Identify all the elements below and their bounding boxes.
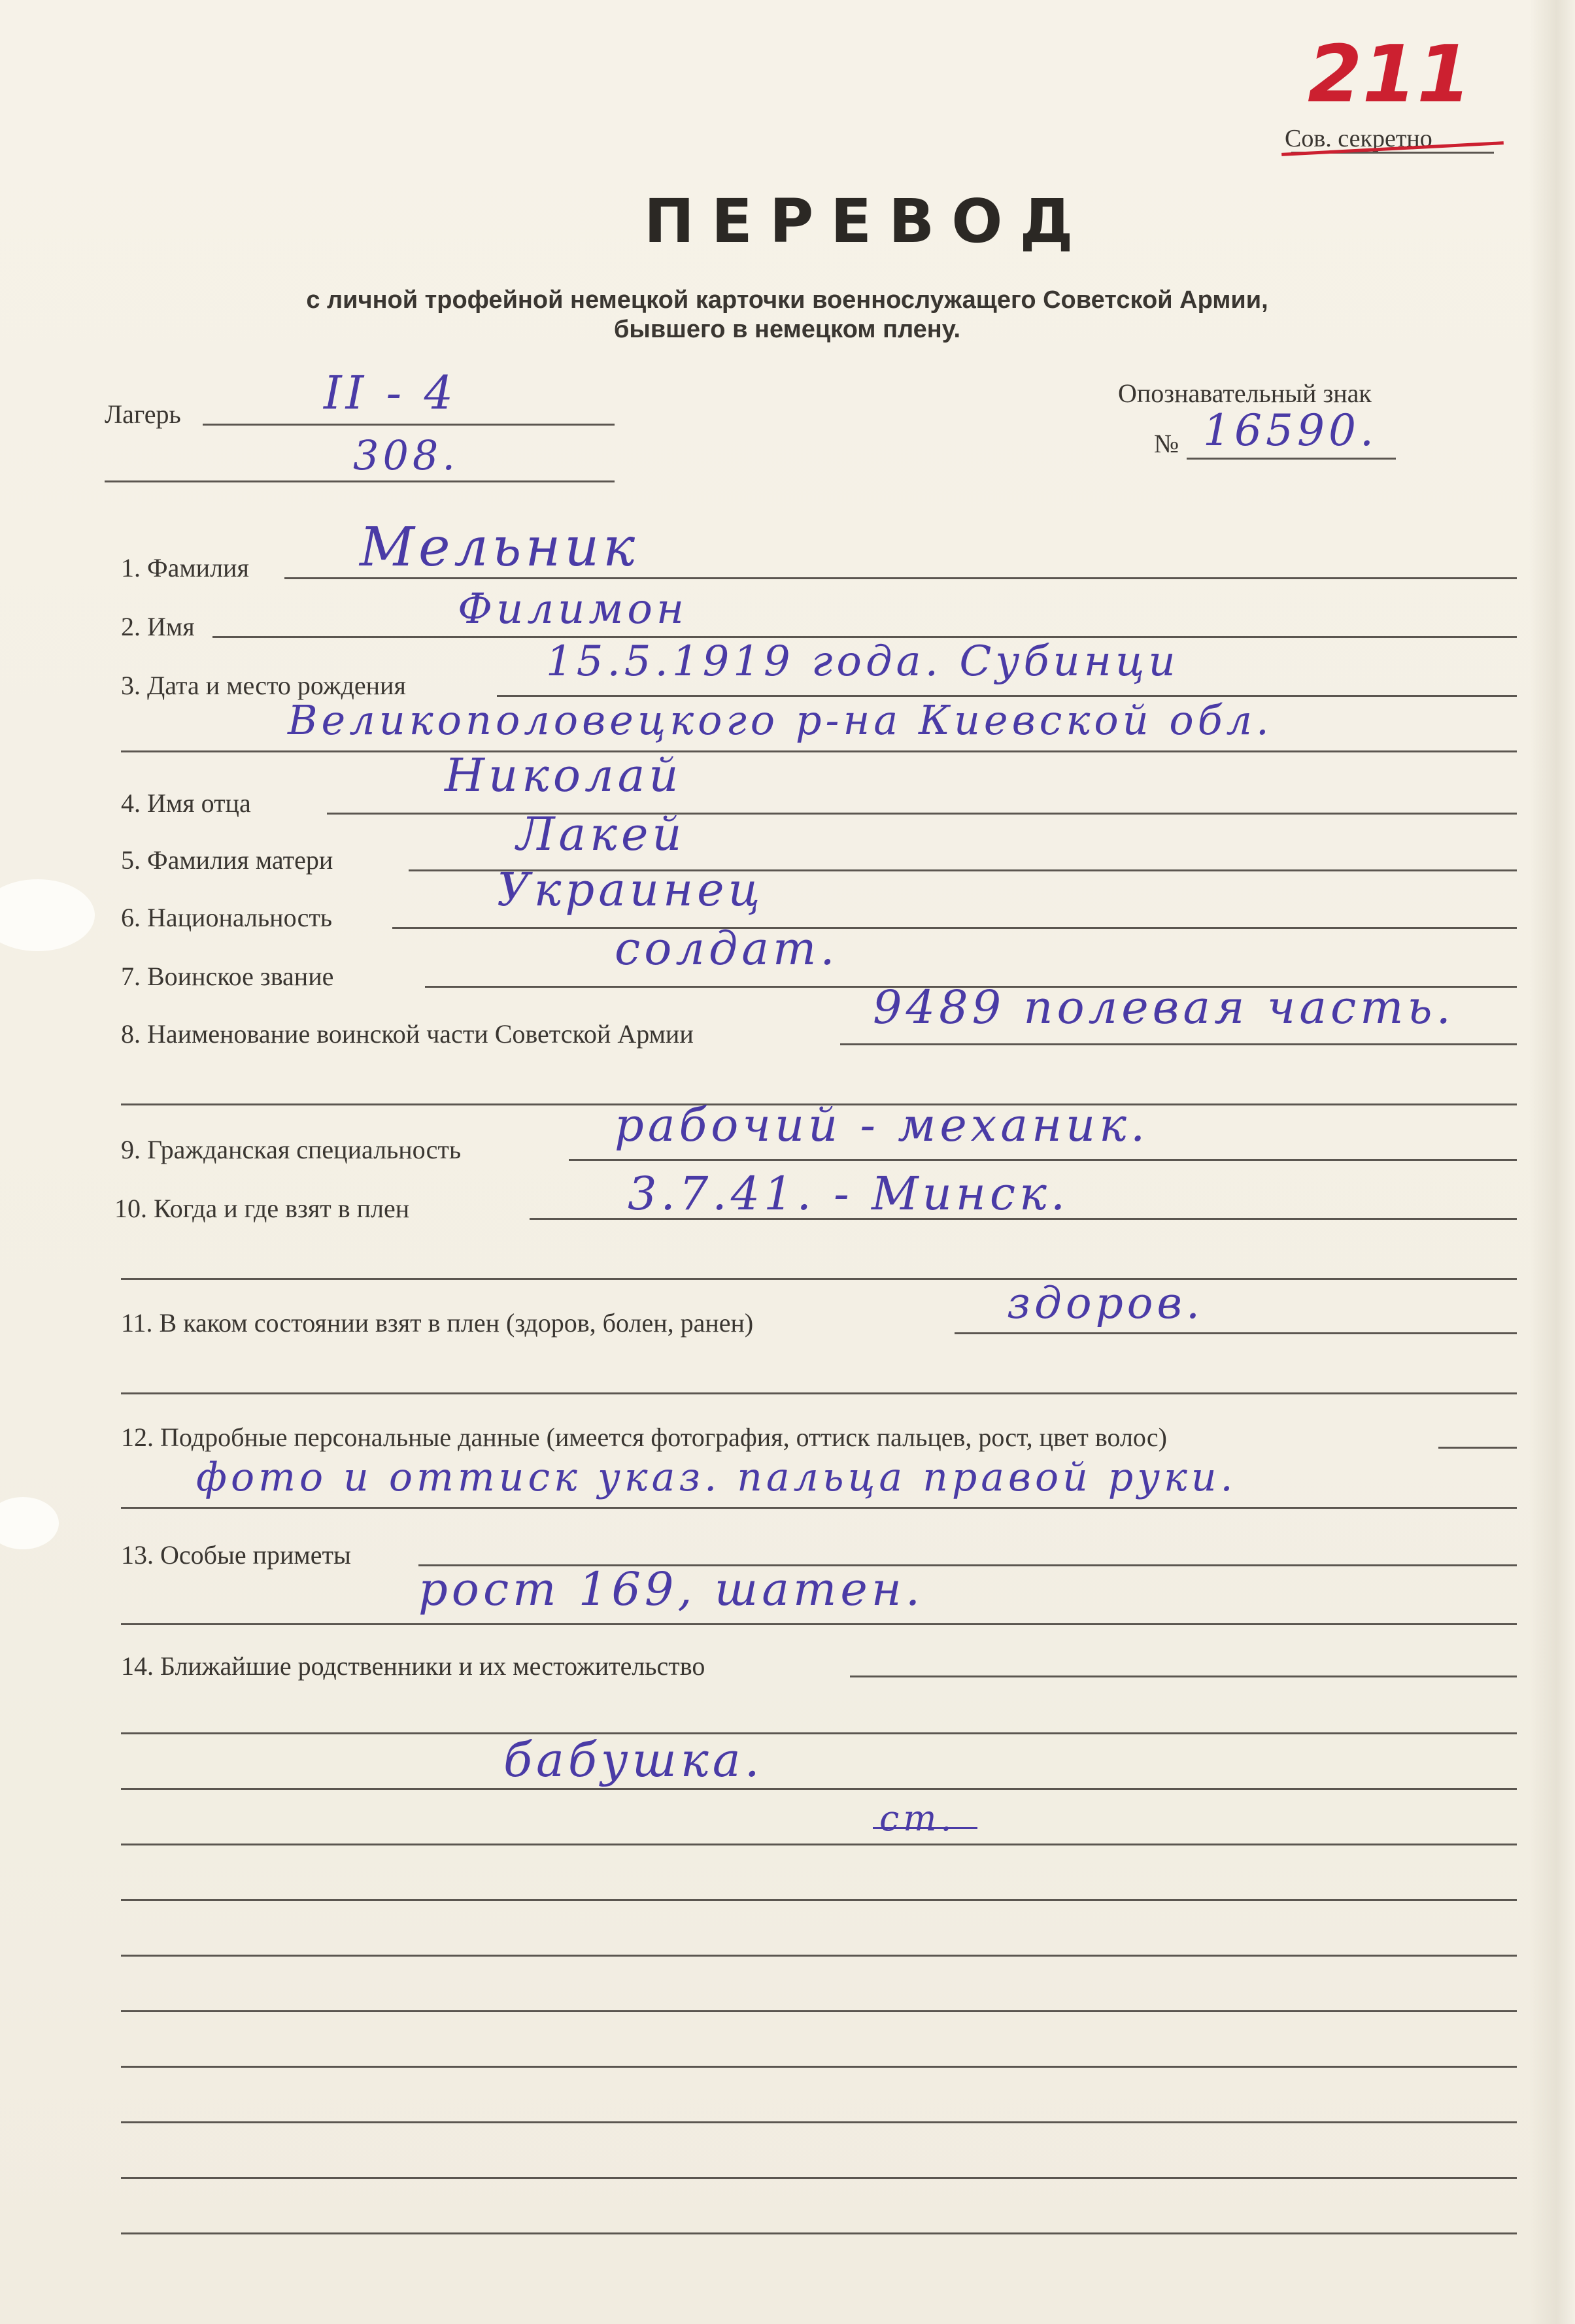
- field-4-value: Николай: [445, 749, 683, 802]
- document-subtitle-2: бывшего в немецком плену.: [613, 316, 961, 343]
- field-10-value: 3.7.41. - Минск.: [628, 1167, 1070, 1221]
- field-3-line-2: [121, 750, 1517, 752]
- field-1-value: Мельник: [360, 516, 639, 579]
- field-3-value-cont: Великополовецкого р-на Киевской обл.: [288, 696, 1273, 744]
- field-4-line: [327, 813, 1517, 815]
- field-13-label: 13. Особые приметы: [121, 1540, 351, 1570]
- field-13-value: рост 169, шатен.: [418, 1562, 924, 1616]
- camp-line-2: [105, 480, 615, 482]
- camp-value-2: 308.: [353, 431, 460, 479]
- blank-line: [121, 2066, 1517, 2068]
- blank-line: [121, 2010, 1517, 2012]
- field-9-line: [569, 1159, 1517, 1161]
- paper-edge-shadow: [1529, 0, 1575, 2324]
- field-12-value: фото и оттиск указ. пальца правой руки.: [196, 1455, 1237, 1500]
- field-3-label: 3. Дата и место рождения: [121, 671, 406, 700]
- field-8-line: [840, 1043, 1517, 1045]
- blank-line: [121, 1899, 1517, 1901]
- field-14-value: бабушка.: [503, 1732, 764, 1787]
- blank-line: [121, 1955, 1517, 1957]
- field-9-label: 9. Гражданская специальность: [121, 1135, 462, 1164]
- field-1-label: 1. Фамилия: [121, 553, 249, 582]
- id-tag-label: Опознавательный знак: [1118, 379, 1372, 408]
- document-title: ПЕРЕВОД: [644, 186, 1091, 256]
- id-tag-number-prefix: №: [1154, 429, 1179, 458]
- field-3-value: 15.5.1919 года. Субинци: [546, 637, 1179, 686]
- field-14-line-2: [121, 1732, 1517, 1734]
- field-6-line: [392, 927, 1517, 929]
- id-tag-line: [1187, 458, 1396, 460]
- field-8-label: 8. Наименование воинской части Советской Армии: [121, 1019, 694, 1049]
- field-2-label: 2. Имя: [121, 612, 195, 641]
- field-14-strike-line: [873, 1827, 977, 1829]
- camp-label: Лагерь: [105, 399, 181, 429]
- field-13-line-2: [121, 1623, 1517, 1625]
- camp-line-1: [203, 424, 615, 426]
- field-10-line-2: [121, 1278, 1517, 1280]
- document-subtitle-1: с личной трофейной немецкой карточки военнослужащего Советской Армии,: [306, 286, 1268, 314]
- field-11-value: здоров.: [1007, 1278, 1204, 1328]
- field-7-label: 7. Воинское звание: [121, 962, 334, 991]
- field-6-label: 6. Национальность: [121, 903, 333, 932]
- id-tag-value: 16590.: [1203, 405, 1378, 456]
- field-12-line-2: [121, 1507, 1517, 1509]
- field-2-value: Филимон: [458, 585, 688, 633]
- field-14-line: [850, 1676, 1517, 1677]
- field-10-label: 10. Когда и где взят в плен: [114, 1194, 410, 1223]
- blank-line: [121, 2177, 1517, 2179]
- field-11-label: 11. В каком состоянии взят в плен (здоров, болен, ранен): [121, 1308, 754, 1338]
- field-12-label: 12. Подробные персональные данные (имеется фотография, оттиск пальцев, рост, цвет волос): [121, 1423, 1167, 1452]
- field-5-label: 5. Фамилия матери: [121, 845, 333, 875]
- field-11-line-2: [121, 1392, 1517, 1394]
- field-9-value: рабочий - механик.: [615, 1098, 1149, 1152]
- field-14-line-4: [121, 1844, 1517, 1845]
- field-14-label: 14. Ближайшие родственники и их местожительство: [121, 1651, 705, 1681]
- field-4-label: 4. Имя отца: [121, 788, 251, 818]
- field-12-line: [1438, 1447, 1517, 1449]
- field-8-value: 9489 полевая часть.: [873, 981, 1455, 1034]
- blank-line: [121, 2232, 1517, 2234]
- field-7-value: солдат.: [615, 922, 839, 975]
- blank-line: [121, 2121, 1517, 2123]
- field-6-value: Украинец: [497, 863, 764, 917]
- classification-label: Сов. секретно: [1285, 125, 1432, 152]
- camp-value-1: II - 4: [324, 366, 457, 420]
- field-14-struck-value: ст.: [879, 1798, 956, 1839]
- field-11-line: [955, 1332, 1517, 1334]
- field-5-value: Лакей: [517, 807, 686, 861]
- field-14-line-3: [121, 1788, 1517, 1790]
- classification-number: 211: [1308, 29, 1472, 120]
